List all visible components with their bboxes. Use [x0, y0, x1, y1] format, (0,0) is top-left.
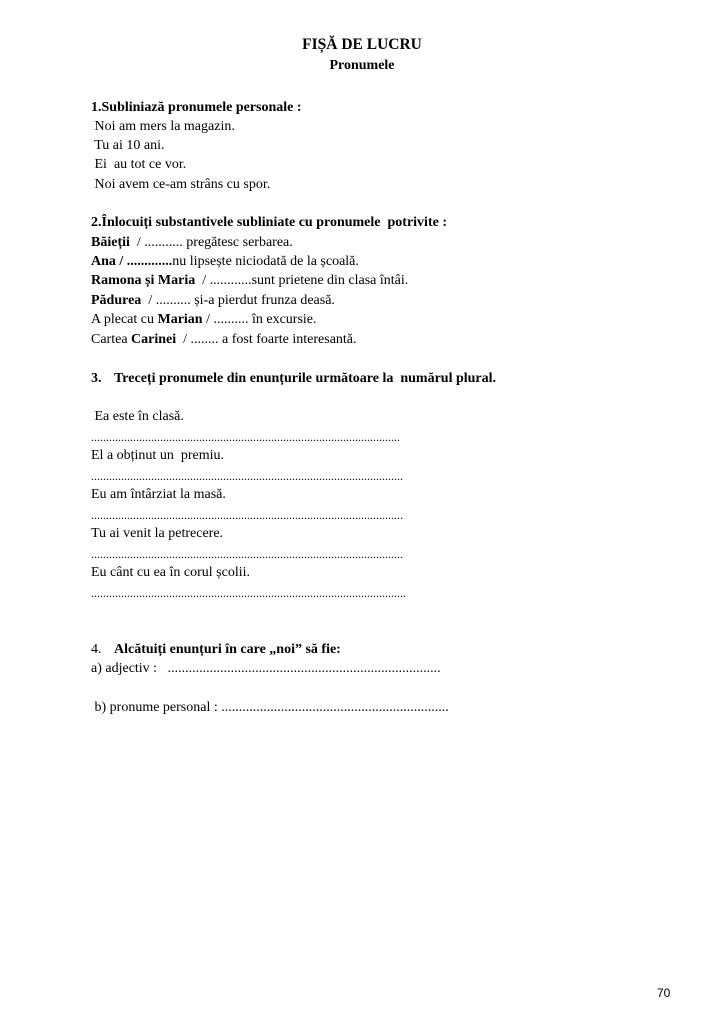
- ex3-answer-line[interactable]: ........................................................................................................: [91, 547, 403, 561]
- ex2-row-noun: Pădurea: [91, 293, 142, 308]
- ex3-sentence: Ea este în clasă.: [91, 409, 184, 424]
- ex3-sentence: Eu am întârziat la masă.: [91, 487, 226, 502]
- ex1-heading: 1.Subliniază pronumele personale :: [91, 100, 302, 115]
- ex2-row-pre: Cartea: [91, 332, 132, 347]
- ex2-row-noun: Carinei: [131, 332, 177, 347]
- ex2-row-post: nu lipsește niciodată de la școală.: [172, 254, 359, 269]
- page-subtitle: Pronumele: [329, 58, 395, 73]
- ex3-answer-line[interactable]: .........................................................................................................: [91, 586, 406, 600]
- ex2-row: [91, 253, 359, 271]
- ex2-row: [91, 331, 357, 349]
- ex2-row: [91, 311, 317, 329]
- ex4-heading: Alcătuiți enunțuri în care „noi” să fie:: [114, 642, 341, 657]
- ex1-line: Tu ai 10 ani.: [91, 138, 165, 153]
- ex2-row: [91, 234, 293, 252]
- ex4-pronoun-line[interactable]: b) pronume personal : .................................................................: [91, 700, 449, 715]
- ex2-row-noun: Băieții: [91, 235, 130, 250]
- ex3-sentence: Tu ai venit la petrecere.: [91, 526, 224, 541]
- ex4-number: 4.: [91, 642, 102, 657]
- ex2-row-pre: A plecat cu: [91, 312, 158, 327]
- ex3-number: 3.: [91, 371, 102, 386]
- ex3-answer-line[interactable]: ........................................................................................................: [91, 469, 403, 483]
- ex3-answer-line[interactable]: .......................................................................................................: [91, 430, 400, 444]
- ex2-row-post: / ........ a fost foarte interesantă.: [176, 332, 357, 347]
- ex3-answer-line[interactable]: ........................................................................................................: [91, 508, 403, 522]
- ex3-sentence: Eu cânt cu ea în corul școlii.: [91, 565, 250, 580]
- ex2-row-noun: Ana / .............: [91, 254, 173, 269]
- ex1-line: Noi am mers la magazin.: [91, 119, 235, 134]
- page-title: FIȘĂ DE LUCRU: [302, 36, 422, 53]
- ex2-row-post: / .......... în excursie.: [202, 312, 317, 327]
- ex2-row-noun: Marian: [157, 312, 203, 327]
- ex2-row-noun: Ramona și Maria: [91, 273, 196, 288]
- ex1-line: Ei au tot ce vor.: [91, 157, 187, 172]
- ex4-adjective-line[interactable]: a) adjectiv : ..............................................................................: [91, 661, 441, 676]
- page-number: 70: [657, 986, 671, 1000]
- ex2-heading: 2.Înlocuiți substantivele subliniate cu pronumele potrivite :: [91, 215, 447, 230]
- ex2-row-post: / ........... pregătesc serbarea.: [129, 235, 293, 250]
- ex2-row-post: / .......... și-a pierdut frunza deasă.: [141, 293, 335, 308]
- ex3-heading: Treceți pronumele din enunțurile următoare la numărul plural.: [114, 371, 497, 386]
- ex1-line: Noi avem ce-am strâns cu spor.: [91, 177, 271, 192]
- ex3-sentence: El a obținut un premiu.: [91, 448, 224, 463]
- ex2-row: [91, 272, 408, 290]
- ex2-row: [91, 292, 335, 310]
- ex2-row-post: / ............sunt prietene din clasa întâi.: [195, 273, 409, 288]
